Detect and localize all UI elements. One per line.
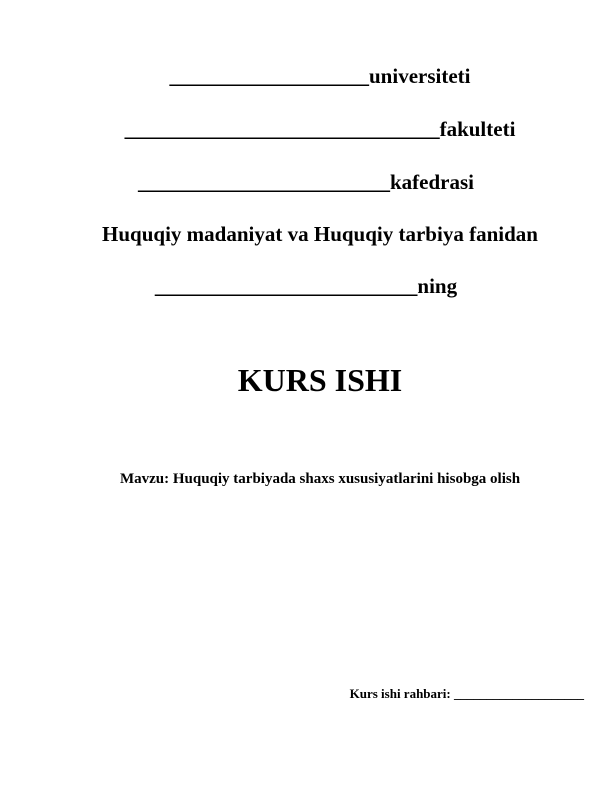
subject-line: Huquqiy madaniyat va Huquqiy tarbiya fanidan <box>102 222 538 246</box>
faculty-line: ______________________________fakulteti <box>124 117 516 141</box>
department-line: ________________________kafedrasi <box>138 170 474 194</box>
document-title: KURS ISHI <box>237 362 403 398</box>
student-line: _________________________ning <box>154 274 458 298</box>
supervisor-line: Kurs ishi rahbari: ____________________ <box>349 686 584 701</box>
university-line: ___________________universiteti <box>169 64 471 88</box>
topic-line: Mavzu: Huquqiy tarbiyada shaxs xususiyatlarini hisobga olish <box>119 471 521 487</box>
